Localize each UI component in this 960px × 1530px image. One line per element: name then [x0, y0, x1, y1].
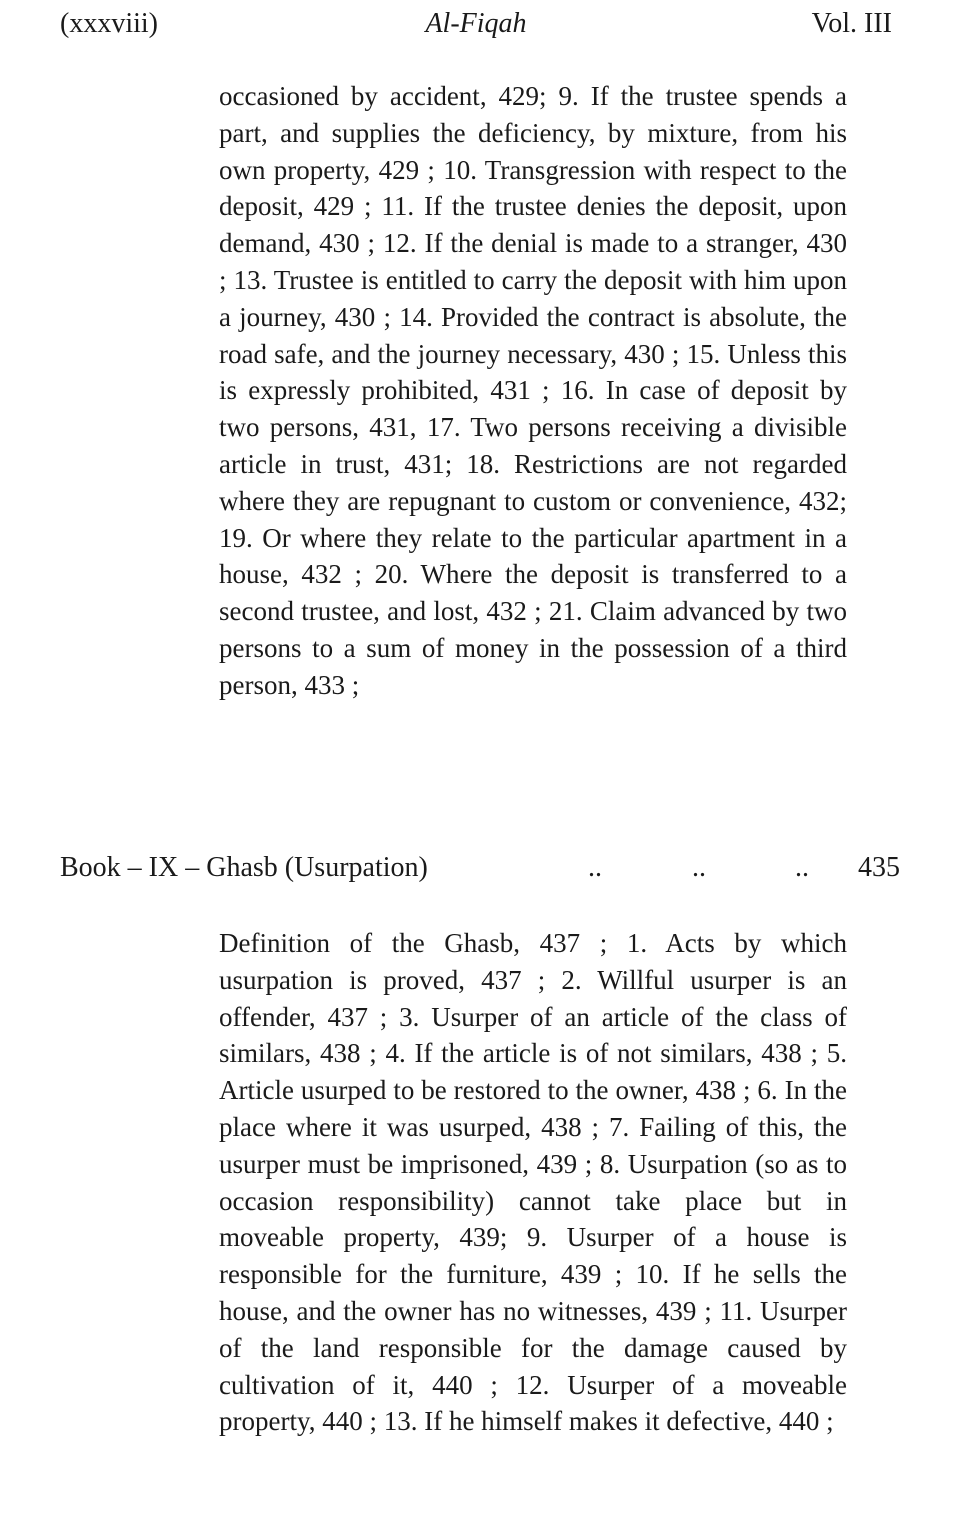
running-title: Al-Fiqah [425, 8, 527, 39]
book-heading [60, 848, 900, 888]
book-page-number: 435 [858, 852, 900, 883]
contents-entry-deposit: occasioned by accident, 429; 9. If the trustee spends a part, and supplies the deficiency, by mixture, from his own property, 429 ; 10. Transgression with respect to the deposit, 429 ; 11. If the trustee denies the deposit, upon demand, 430 ; 12. If the denial is made to a stranger, 430 ; 13. Trustee is entitled to carry the deposit with him upon a journey, 430 ; 14. Provided the contract is absolute, the road safe, and the journey necessary, 430 ; 15. Unless this is expressly prohibited, 431 ; 16. In case of deposit by two persons, 431, 17. Two persons receiving a divisible article in trust, 431; 18. Restrictions are not regarded where they are repugnant to custom or convenience, 432; 19. Or where they relate to the particular apartment in a house, 432 ; 20. Where the deposit is transferred to a second trustee, and lost, 432 ; 21. Claim advanced by two persons to a sum of money in the possession of a third person, 433 ; [219, 81, 847, 700]
page-number: (xxxviii) [60, 8, 158, 39]
contents-entry-ghasb: Definition of the Ghasb, 437 ; 1. Acts by which usurpation is proved, 437 ; 2. Willful usurper is an offender, 437 ; 3. Usurper of an article of the class of similars, 438 ; 4. If the article is of not similars, 438 ; 5. Article usurped to be restored to the owner, 438 ; 6. In the place where it was usurped, 438 ; 7. Failing of this, the usurper must be imprisoned, 439 ; 8. Usurpation (so as to occasion responsibility) cannot take place but in moveable property, 439; 9. Usurper of a house is responsible for the furniture, 439 ; 10. If he sells the house, and the owner has no witnesses, 439 ; 11. Usurper of the land responsible for the damage caused by cultivation of it, 440 ; 12. Usurper of a moveable property, 440 ; 13. If he himself makes it defective, 440 ; [219, 928, 847, 1437]
leader-dots: .. [692, 852, 706, 883]
leader-dots: .. [795, 852, 809, 883]
volume-label: Vol. III [811, 8, 892, 39]
page-header [60, 4, 892, 44]
leader-dots: .. [588, 852, 602, 883]
book-title: Book – IX – Ghasb (Usurpation) [60, 852, 428, 883]
